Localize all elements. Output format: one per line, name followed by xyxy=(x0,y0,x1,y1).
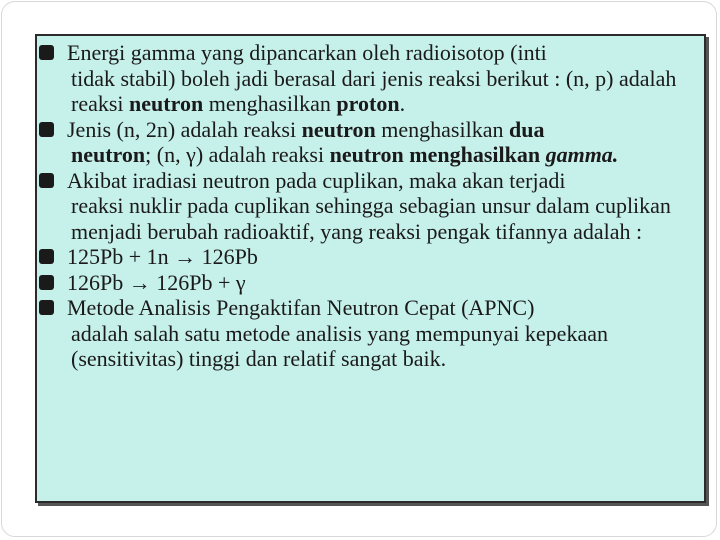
square-bullet-icon xyxy=(39,300,54,315)
equation-text: 125Pb + 1n → 126Pb xyxy=(67,244,258,269)
bullet-text: menghasilkan xyxy=(375,116,509,142)
square-bullet-icon xyxy=(39,249,54,264)
bullet-text: ; (n, γ) adalah reaksi xyxy=(145,142,330,167)
bullet-text: . xyxy=(399,91,406,116)
square-bullet-icon xyxy=(39,275,54,290)
bold-term: neutron xyxy=(71,142,146,167)
square-bullet-icon xyxy=(39,122,54,137)
bullet-item-reaction-types xyxy=(37,117,704,168)
bullet-line xyxy=(67,117,702,143)
bold-term: neutron xyxy=(301,116,376,142)
bullet-item-gamma-energy xyxy=(37,40,704,117)
content-box xyxy=(35,34,706,503)
square-bullet-icon xyxy=(39,45,54,60)
square-bullet-icon xyxy=(39,173,54,188)
bold-term: neutron xyxy=(129,91,204,116)
bullet-item-apnc xyxy=(37,295,704,372)
bullet-line: Energi gamma yang dipancarkan oleh radioisotop (inti xyxy=(67,40,547,65)
equation-text: 126Pb → 126Pb + γ xyxy=(67,269,246,295)
bold-term: proton xyxy=(336,91,400,116)
bullet-item-equation-1 xyxy=(37,244,704,270)
bold-term: neutron menghasilkan xyxy=(329,142,541,167)
bullet-text: adalah salah satu metode analisis yang mempunyai kepekaan (sensitivitas) tinggi dan relatif sangat baik. xyxy=(71,320,608,371)
bullet-line: Metode Analisis Pengaktifan Neutron Cepat (APNC) xyxy=(67,295,535,320)
bold-term: dua xyxy=(508,116,545,142)
bullet-item-equation-2 xyxy=(37,270,704,296)
bullet-text: reaksi nuklir pada cuplikan sehingga sebagian unsur dalam cuplikan menjadi berubah radioaktif, yang reaksi pengak tifannya adalah : xyxy=(71,193,671,244)
bullet-item-irradiation xyxy=(37,168,704,245)
bullet-list xyxy=(37,40,704,372)
bullet-text: menghasilkan xyxy=(203,91,337,116)
bullet-line: Akibat iradiasi neutron pada cuplikan, maka akan terjadi xyxy=(67,167,566,193)
bullet-text: tidak stabil) boleh jadi berasal dari jenis reaksi berikut : (n, p) adalah reaksi xyxy=(71,65,677,116)
bold-italic-term: gamma. xyxy=(545,142,619,167)
bullet-text: Jenis (n, 2n) adalah reaksi xyxy=(67,116,302,142)
